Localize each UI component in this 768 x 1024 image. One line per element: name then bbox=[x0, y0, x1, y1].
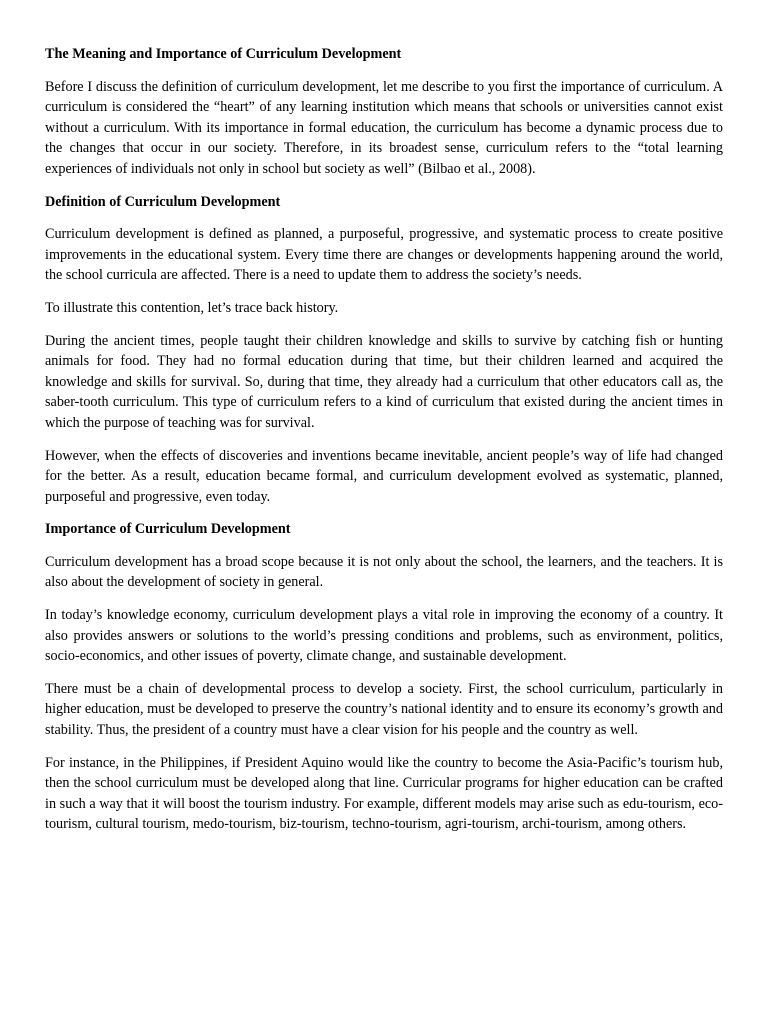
paragraph: In today’s knowledge economy, curriculum development plays a vital role in improving the economy of a country. It also provides answers or solutions to the world’s pressing conditions and problems, such as environment, politics, socio-economics, and other issues of poverty, climate change, and sustainable development. bbox=[45, 607, 723, 665]
paragraph: There must be a chain of developmental process to develop a society. First, the school curriculum, particularly in higher education, must be developed to preserve the country’s national identity and to ensure its economy’s growth and stability. Thus, the president of a country must have a clear vision for his people and the country as well. bbox=[45, 680, 723, 739]
intro-paragraph: Before I discuss the definition of curriculum development, let me describe to you first the importance of curriculum. A curriculum is considered the “heart” of any learning institution which means that schools or universities cannot exist without a curriculum. With its importance in formal education, the curriculum has become a dynamic process due to the changes that occur in our society. Therefore, in its broadest sense, curriculum refers to the “total learning experiences of individuals not only in school but society as well” (Bilbao et al., 2008). bbox=[45, 78, 723, 177]
document-page bbox=[45, 44, 723, 847]
paragraph: Curriculum development is defined as planned, a purposeful, progressive, and systematic process to create positive improvements in the educational system. Every time there are changes or developments happening around the world, the school curricula are affected. There is a need to update them to address the society’s needs. bbox=[45, 226, 723, 284]
document-title: The Meaning and Importance of Curriculum Development bbox=[45, 46, 402, 62]
paragraph: Curriculum development has a broad scope because it is not only about the school, the learners, and the teachers. It is also about the development of society in general. bbox=[45, 553, 723, 591]
paragraph: To illustrate this contention, let’s trace back history. bbox=[45, 299, 339, 316]
paragraph: For instance, in the Philippines, if President Aquino would like the country to become the Asia-Pacific’s tourism hub, then the school curriculum must be developed along that line. Curricular programs for higher education can be crafted in such a way that it will boost the tourism industry. For example, different models may arise such as edu-tourism, eco-tourism, cultural tourism, medo-tourism, biz-tourism, techno-tourism, agri-tourism, archi-tourism, among others. bbox=[45, 754, 723, 833]
section-heading-importance: Importance of Curriculum Development bbox=[45, 521, 291, 538]
section-heading-definition: Definition of Curriculum Development bbox=[45, 193, 281, 210]
paragraph: However, when the effects of discoveries and inventions became inevitable, ancient people’s way of life had changed for the better. As a result, education became formal, and curriculum development evolved as systematic, planned, purposeful and progressive, even today. bbox=[45, 447, 723, 505]
paragraph: During the ancient times, people taught their children knowledge and skills to survive by catching fish or hunting animals for food. They had no formal education during that time, but their children learned and acquired the knowledge and skills for survival. So, during that time, they already had a curriculum that other educators call as, the saber-tooth curriculum. This type of curriculum refers to a kind of curriculum that existed during the ancient times in which the purpose of teaching was for survival. bbox=[45, 332, 723, 431]
